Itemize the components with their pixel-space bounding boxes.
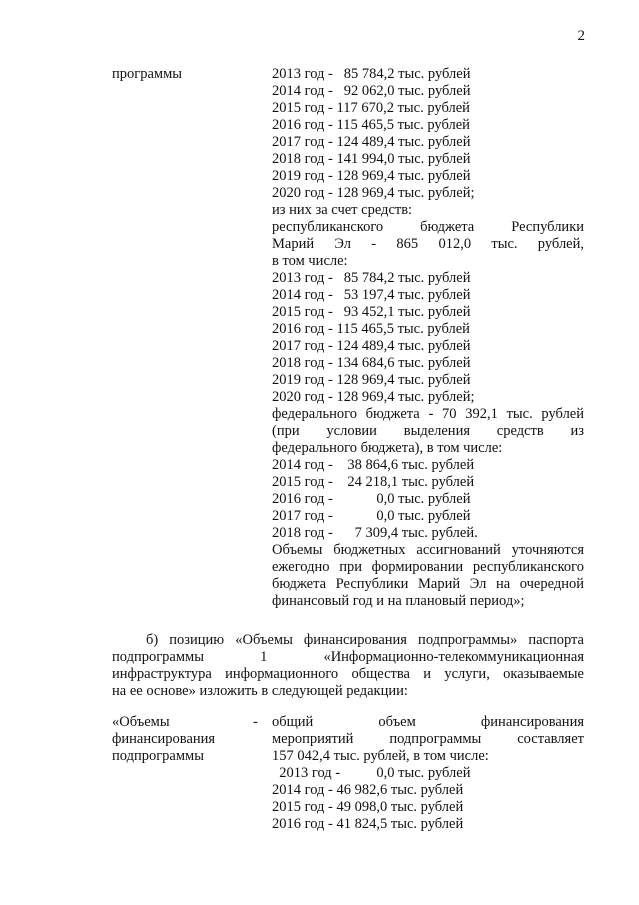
text-line: общий объем финансирования <box>272 714 584 730</box>
text-line: 2014 год - 38 864,6 тыс. рублей <box>272 457 475 473</box>
text-line: 2017 год - 124 489,4 тыс. рублей <box>272 134 471 150</box>
text-line: 2020 год - 128 969,4 тыс. рублей; <box>272 185 475 201</box>
text-line: федерального бюджета - 70 392,1 тыс. рублей <box>272 406 584 422</box>
text-line: Объемы бюджетных ассигнований уточняются <box>272 542 584 558</box>
block2-dash: - <box>253 714 258 730</box>
text-line: федерального бюджета), в том числе: <box>272 440 503 456</box>
text-line: 2014 год - 53 197,4 тыс. рублей <box>272 287 471 303</box>
text-line: ежегодно при формировании республиканского <box>272 559 584 575</box>
text-line: 2016 год - 115 465,5 тыс. рублей <box>272 321 470 337</box>
text-line: 2018 год - 141 994,0 тыс. рублей <box>272 151 471 167</box>
text-line: 2018 год - 7 309,4 тыс. рублей. <box>272 525 478 541</box>
text-line: Марий Эл - 865 012,0 тыс. рублей, <box>272 236 584 252</box>
text-line: 2013 год - 0,0 тыс. рублей <box>272 765 471 781</box>
text-line: 2013 год - 85 784,2 тыс. рублей <box>272 66 471 82</box>
text-line: (при условии выделения средств из <box>272 423 584 439</box>
text-line: на ее основе» изложить в следующей редакции: <box>112 683 408 699</box>
text-line: 2016 год - 0,0 тыс. рублей <box>272 491 471 507</box>
amendment-paragraph <box>112 632 584 700</box>
text-line: 2013 год - 85 784,2 тыс. рублей <box>272 270 471 286</box>
text-line: мероприятий подпрограммы составляет <box>272 731 584 747</box>
text-line: 2015 год - 93 452,1 тыс. рублей <box>272 304 471 320</box>
text-line: 2015 год - 24 218,1 тыс. рублей <box>272 474 475 490</box>
text-line: 2019 год - 128 969,4 тыс. рублей <box>272 372 471 388</box>
text-line: 2016 год - 41 824,5 тыс. рублей <box>272 816 464 832</box>
text-line: 2018 год - 134 684,6 тыс. рублей <box>272 355 471 371</box>
text-line: 2020 год - 128 969,4 тыс. рублей; <box>272 389 475 405</box>
text-line: б) позицию «Объемы финансирования подпрограммы» паспорта <box>146 632 584 648</box>
label-line: подпрограммы <box>112 748 204 764</box>
text-line: 2015 год - 49 098,0 тыс. рублей <box>272 799 464 815</box>
text-line: 2016 год - 115 465,5 тыс. рублей <box>272 117 470 133</box>
text-line: подпрограммы 1 «Информационно-телекоммуникационная <box>112 649 584 665</box>
text-line: 2017 год - 0,0 тыс. рублей <box>272 508 471 524</box>
text-line: 2019 год - 128 969,4 тыс. рублей <box>272 168 471 184</box>
text-line: финансовый год и на плановый период»; <box>272 593 525 609</box>
text-line: из них за счет средств: <box>272 202 413 218</box>
text-line: в том числе: <box>272 253 348 269</box>
label-line: «Объемы <box>112 714 170 730</box>
text-line: 2017 год - 124 489,4 тыс. рублей <box>272 338 471 354</box>
page-number: 2 <box>577 28 585 44</box>
text-line: 2015 год - 117 670,2 тыс. рублей <box>272 100 470 116</box>
block2-label <box>112 714 215 765</box>
text-line: 2014 год - 46 982,6 тыс. рублей <box>272 782 464 798</box>
block1-label: программы <box>112 66 182 82</box>
text-line: республиканского бюджета Республики <box>272 219 584 235</box>
block1-content <box>272 66 584 610</box>
text-line: 2014 год - 92 062,0 тыс. рублей <box>272 83 471 99</box>
text-line: бюджета Республики Марий Эл на очередной <box>272 576 584 592</box>
block2-content <box>272 714 584 833</box>
label-line: финансирования <box>112 731 216 747</box>
text-line: 157 042,4 тыс. рублей, в том числе: <box>272 748 489 764</box>
text-line: инфраструктура информационного общества и услуги, оказываемые <box>112 666 584 682</box>
